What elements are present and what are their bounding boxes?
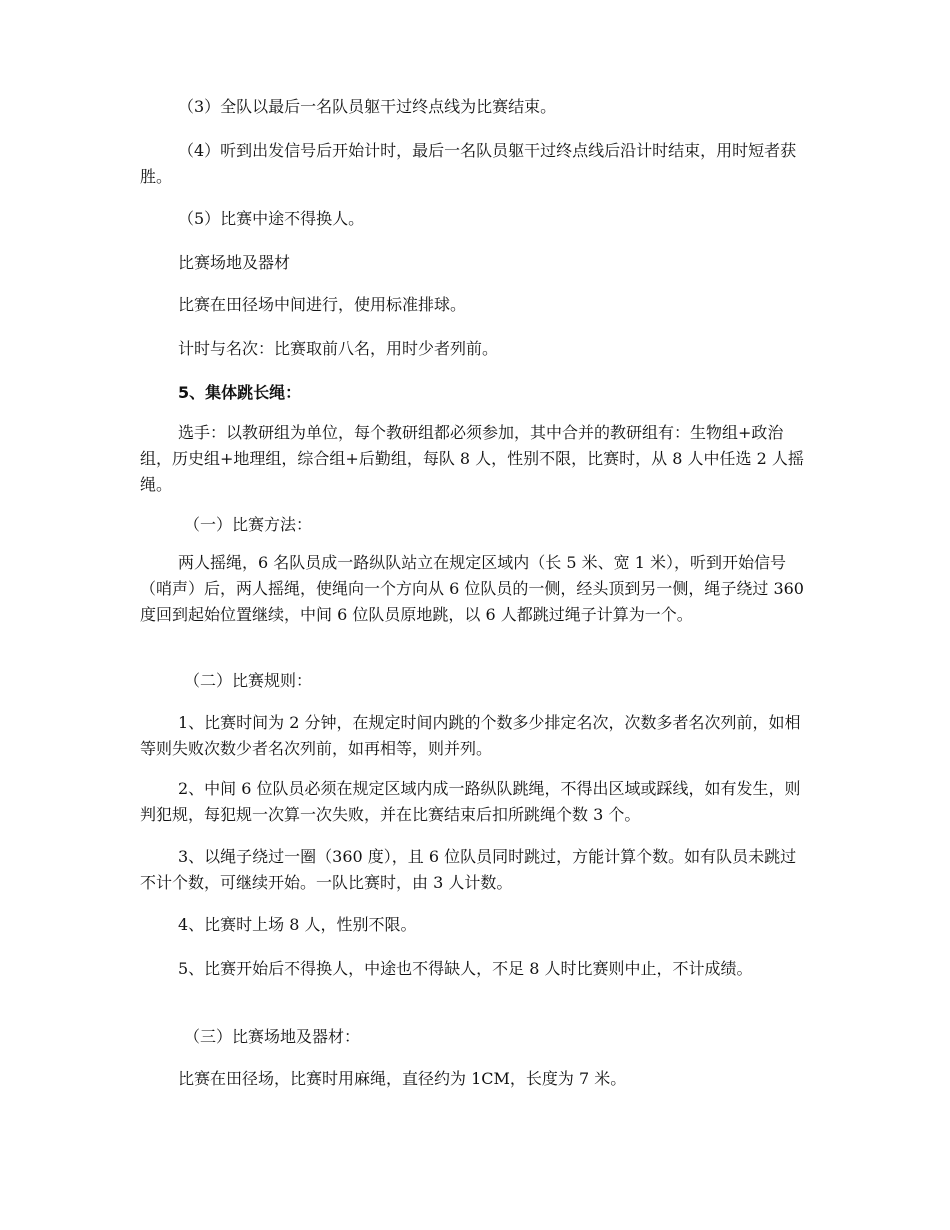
- rule-item-4: 4、比赛时上场 8 人，性别不限。: [178, 915, 417, 934]
- equipment-heading: （三）比赛场地及器材：: [184, 1027, 361, 1046]
- method-paragraph: 两人摇绳，6 名队员成一路纵队站立在规定区域内（长 5 米、宽 1 米），听到开始信号（哨声）后，两人摇绳，使绳向一个方向从 6 位队员的一侧，经头顶到另一侧，绳子绕过 360 度回到起始位置继续，中间 6 位队员原地跳，以 6 人都跳过绳子计算为一个。: [140, 553, 804, 624]
- rule-item-1: 1、比赛时间为 2 分钟，在规定时间内跳的个数多少排定名次，次数多者名次列前，如相等则失败次数少者名次列前，如再相等，则并列。: [140, 713, 801, 758]
- rule-4-paragraph: （4）听到出发信号后开始计时，最后一名队员躯干过终点线后沿计时结束，用时短者获胜。: [140, 141, 797, 186]
- venue-paragraph: 比赛在田径场中间进行，使用标准排球。: [178, 295, 467, 314]
- rule-5-paragraph: （5）比赛中途不得换人。: [178, 209, 365, 228]
- method-heading: （一）比赛方法：: [184, 515, 313, 534]
- equipment-paragraph: 比赛在田径场，比赛时用麻绳，直径约为 1CM，长度为 7 米。: [178, 1069, 627, 1088]
- players-paragraph: 选手：以教研组为单位，每个教研组都必须参加，其中合并的教研组有：生物组+政治组，历史组+地理组，综合组+后勤组，每队 8 人，性别不限，比赛时，从 8 人中任选 2 人摇绳。: [140, 423, 804, 494]
- rule-item-5: 5、比赛开始后不得换人，中途也不得缺人，不足 8 人时比赛则中止，不计成绩。: [178, 959, 753, 978]
- venue-heading: 比赛场地及器材: [178, 253, 291, 272]
- rule-item-2: 2、中间 6 位队员必须在规定区域内成一路纵队跳绳，不得出区域或踩线，如有发生，则判犯规，每犯规一次算一次失败，并在比赛结束后扣所跳绳个数 3 个。: [140, 779, 801, 824]
- rules-heading: （二）比赛规则：: [184, 671, 313, 690]
- rule-item-3: 3、以绳子绕过一圈（360 度），且 6 位队员同时跳过，方能计算个数。如有队员未跳过不计个数，可继续开始。一队比赛时，由 3 人计数。: [140, 847, 797, 892]
- section-heading-rope-jump: 5、集体跳长绳：: [178, 383, 302, 402]
- rule-3-paragraph: （3）全队以最后一名队员躯干过终点线为比赛结束。: [178, 97, 557, 116]
- timing-paragraph: 计时与名次：比赛取前八名，用时少者列前。: [178, 339, 499, 358]
